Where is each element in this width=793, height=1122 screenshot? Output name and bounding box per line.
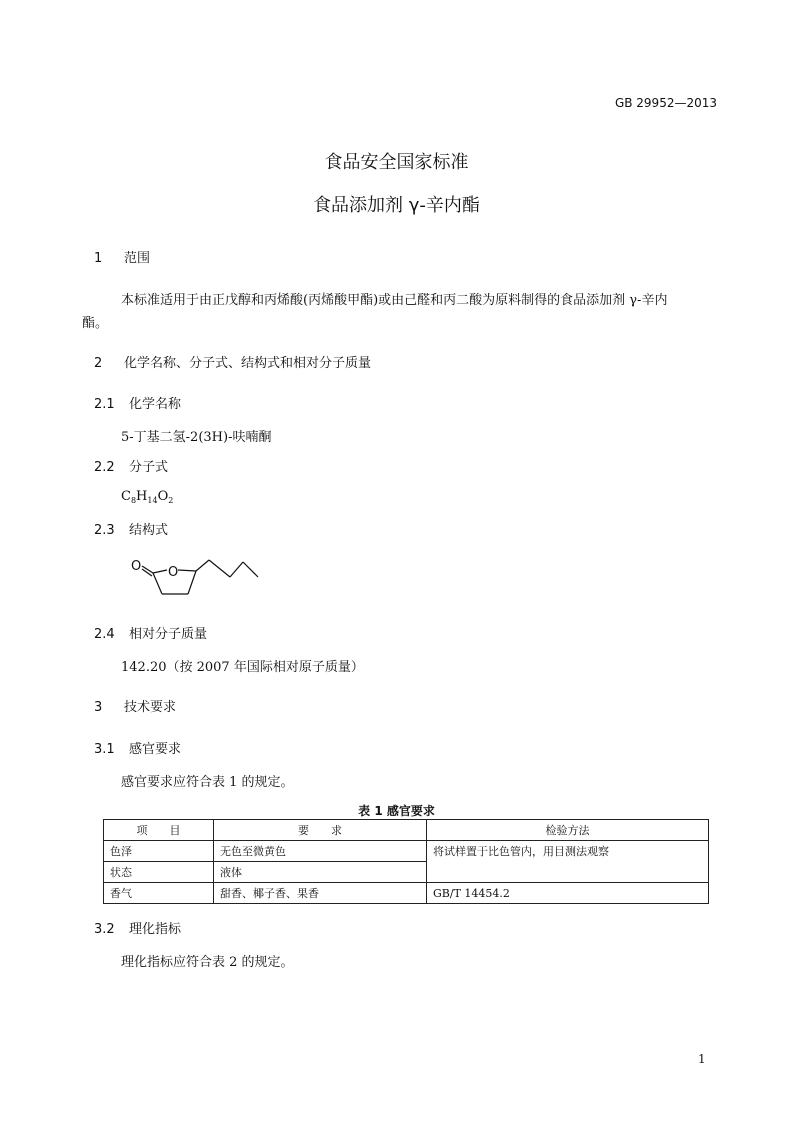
table-header-row [104,820,709,841]
section-1-body-line1: 本标准适用于由正戊醇和丙烯酸(丙烯酸甲酯)或由己醛和丙二酸为原料制得的食品添加剂 γ-辛内 [121,293,668,308]
table-cell-item: 状态 [104,862,214,883]
section-title: 相对分子质量 [129,627,208,642]
molecular-formula [121,489,173,505]
section-2-3-heading [94,519,168,538]
section-number: 2.2 [94,460,115,475]
formula-element-c: C [121,489,131,504]
section-3-heading [94,696,176,715]
structural-formula [126,552,266,602]
section-number: 3.1 [94,742,115,757]
table-cell-requirement: 液体 [214,862,427,883]
table-cell-method: 将试样置于比色管内，用目测法观察 [427,841,709,883]
formula-count-c: 8 [130,496,137,505]
formula-element-o: O [157,489,169,504]
section-title: 化学名称、分子式、结构式和相对分子质量 [124,356,372,371]
table-header-cell: 检验方法 [427,820,709,841]
section-1-heading [94,247,150,266]
section-title: 技术要求 [124,700,177,715]
table-1-caption: 表 1 感官要求 [358,804,435,818]
carbonyl-oxygen-label: O [131,559,142,574]
section-number: 2 [94,356,103,371]
section-title: 范围 [124,251,151,266]
document-title: 食品安全国家标准 [324,152,469,173]
table-cell-requirement: 无色至微黄色 [214,841,427,862]
section-3-1-body: 感官要求应符合表 1 的规定。 [121,775,294,790]
section-3-2-body: 理化指标应符合表 2 的规定。 [121,955,294,970]
table-cell-requirement: 甜香、椰子香、果香 [214,883,427,904]
table-header-cell: 项 目 [104,820,214,841]
page-number: 1 [698,1052,706,1066]
section-3-1-heading [94,738,181,757]
section-title: 感官要求 [129,742,182,757]
section-3-2-heading [94,918,181,937]
table-row [104,841,709,862]
formula-element-h: H [136,489,148,504]
section-1-body-line2: 酯。 [82,316,109,331]
table-cell-item: 香气 [104,883,214,904]
section-2-heading [94,352,371,371]
section-number: 3.2 [94,922,115,937]
table-row [104,883,709,904]
table-cell-method: GB/T 14454.2 [427,883,709,904]
section-2-4-heading [94,623,207,642]
section-2-1-heading [94,393,181,412]
table-cell-item: 色泽 [104,841,214,862]
formula-count-h: 14 [147,496,158,505]
standard-code: GB 29952—2013 [614,96,717,110]
section-number: 2.4 [94,627,115,642]
table-header-cell: 要 求 [214,820,427,841]
bond-lines [142,560,258,594]
ring-oxygen-label: O [168,565,179,580]
section-title: 化学名称 [129,397,182,412]
sensory-requirements-table [103,819,709,904]
chemical-name: 5-丁基二氢-2(3H)-呋喃酮 [121,430,272,445]
document-subtitle: 食品添加剂 γ-辛内酯 [313,195,480,216]
section-number: 3 [94,700,103,715]
section-title: 结构式 [129,523,169,538]
section-number: 2.3 [94,523,115,538]
section-2-2-heading [94,456,168,475]
section-number: 2.1 [94,397,115,412]
section-title: 理化指标 [129,922,182,937]
section-title: 分子式 [129,460,169,475]
formula-count-o: 2 [168,496,174,505]
molecular-mass: 142.20（按 2007 年国际相对原子质量） [121,660,364,675]
section-number: 1 [94,251,103,266]
